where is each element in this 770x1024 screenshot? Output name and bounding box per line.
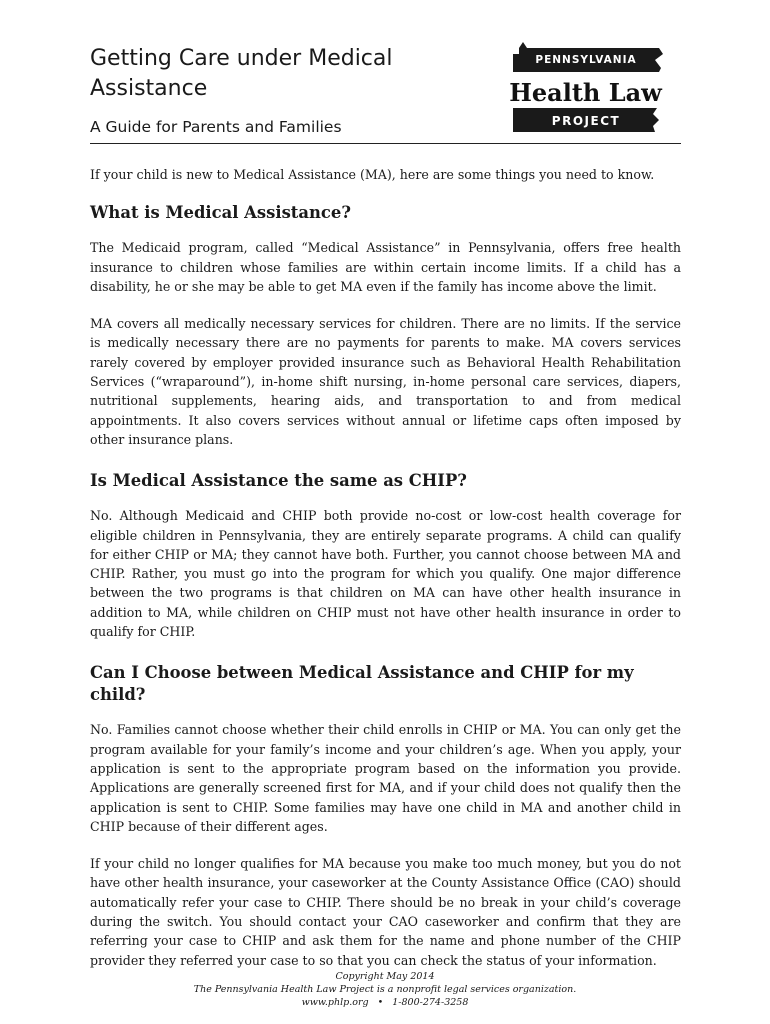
page-title: Getting Care under Medical Assistance xyxy=(90,46,393,101)
section-heading-what-is-ma: What is Medical Assistance? xyxy=(90,203,351,223)
page-footer xyxy=(0,970,770,1009)
section-heading-choose-program: Can I Choose between Medical Assistance and CHIP for my child? xyxy=(90,663,634,705)
header-divider xyxy=(90,143,681,144)
section-paragraph: No. Although Medicaid and CHIP both provide no-cost or low-cost health coverage for eligible children in Pennsylvania, they are entirely separate programs. A child can qualify for either CHIP or MA; they cannot have both. Further, you cannot choose between MA and CHIP. Rather, you must go into the program for which you qualify. One major difference between the two programs is that children on MA can have other health insurance in addition to MA, while children on CHIP must not have other health insurance in order to qualify for CHIP. xyxy=(90,508,681,640)
footer-separator: • xyxy=(377,997,384,1008)
section-paragraph: No. Families cannot choose whether their child enrolls in CHIP or MA. You can only get the program available for your family’s income and your children’s age. When you apply, your application is sent to the appropriate program based on the information you provide. Applications are generally screened first for MA, and if your child does not qualify then the application is sent to CHIP. Some families may have one child in MA and another child in CHIP because of their different ages. xyxy=(90,722,681,834)
document-body xyxy=(90,165,681,988)
section-paragraph: The Medicaid program, called “Medical Assistance” in Pennsylvania, offers free health insurance to children whose families are within certain income limits. If a child has a disability, he or she may be able to get MA even if the family has income above the limit. xyxy=(90,240,681,294)
section-paragraph: MA covers all medically necessary services for children. There are no limits. If the service is medically necessary there are no payments for parents to make. MA covers services rarely covered by employer provided insurance such as Behavioral Health Rehabilitation Services (“wraparound”), in-home shift nursing, in-home personal care services, diapers, nutritional supplements, hearing aids, and transportation to and from medical appointments. It also covers services without annual or lifetime caps often imposed by other insurance plans. xyxy=(90,316,681,447)
section-heading-ma-vs-chip: Is Medical Assistance the same as CHIP? xyxy=(90,471,467,491)
page-subtitle: A Guide for Parents and Families xyxy=(90,118,342,136)
footer-contact xyxy=(0,996,770,1009)
footer-organization: The Pennsylvania Health Law Project is a nonprofit legal services organization. xyxy=(193,984,577,995)
section-paragraph: If your child no longer qualifies for MA because you make too much money, but you do not have other health insurance, your caseworker at the County Assistance Office (CAO) should automatically refer your case to CHIP. There should be no break in your child’s coverage during the switch. You should contact your CAO caseworker and confirm that they are referring your case to CHIP and ask them for the name and phone number of the CHIP provider they referred your case to so that you can check the status of your information. xyxy=(90,856,681,968)
footer-copyright: Copyright May 2014 xyxy=(335,971,435,982)
logo-line-project: PROJECT xyxy=(551,114,621,128)
intro-paragraph: If your child is new to Medical Assistance (MA), here are some things you need to know. xyxy=(90,167,655,182)
logo-line-health-law: Health Law xyxy=(509,78,662,107)
footer-phone: 1-800-274-3258 xyxy=(392,997,469,1008)
logo-line-pennsylvania: PENNSYLVANIA xyxy=(535,54,637,66)
footer-website: www.phlp.org xyxy=(301,997,369,1008)
phlp-logo xyxy=(503,38,668,138)
